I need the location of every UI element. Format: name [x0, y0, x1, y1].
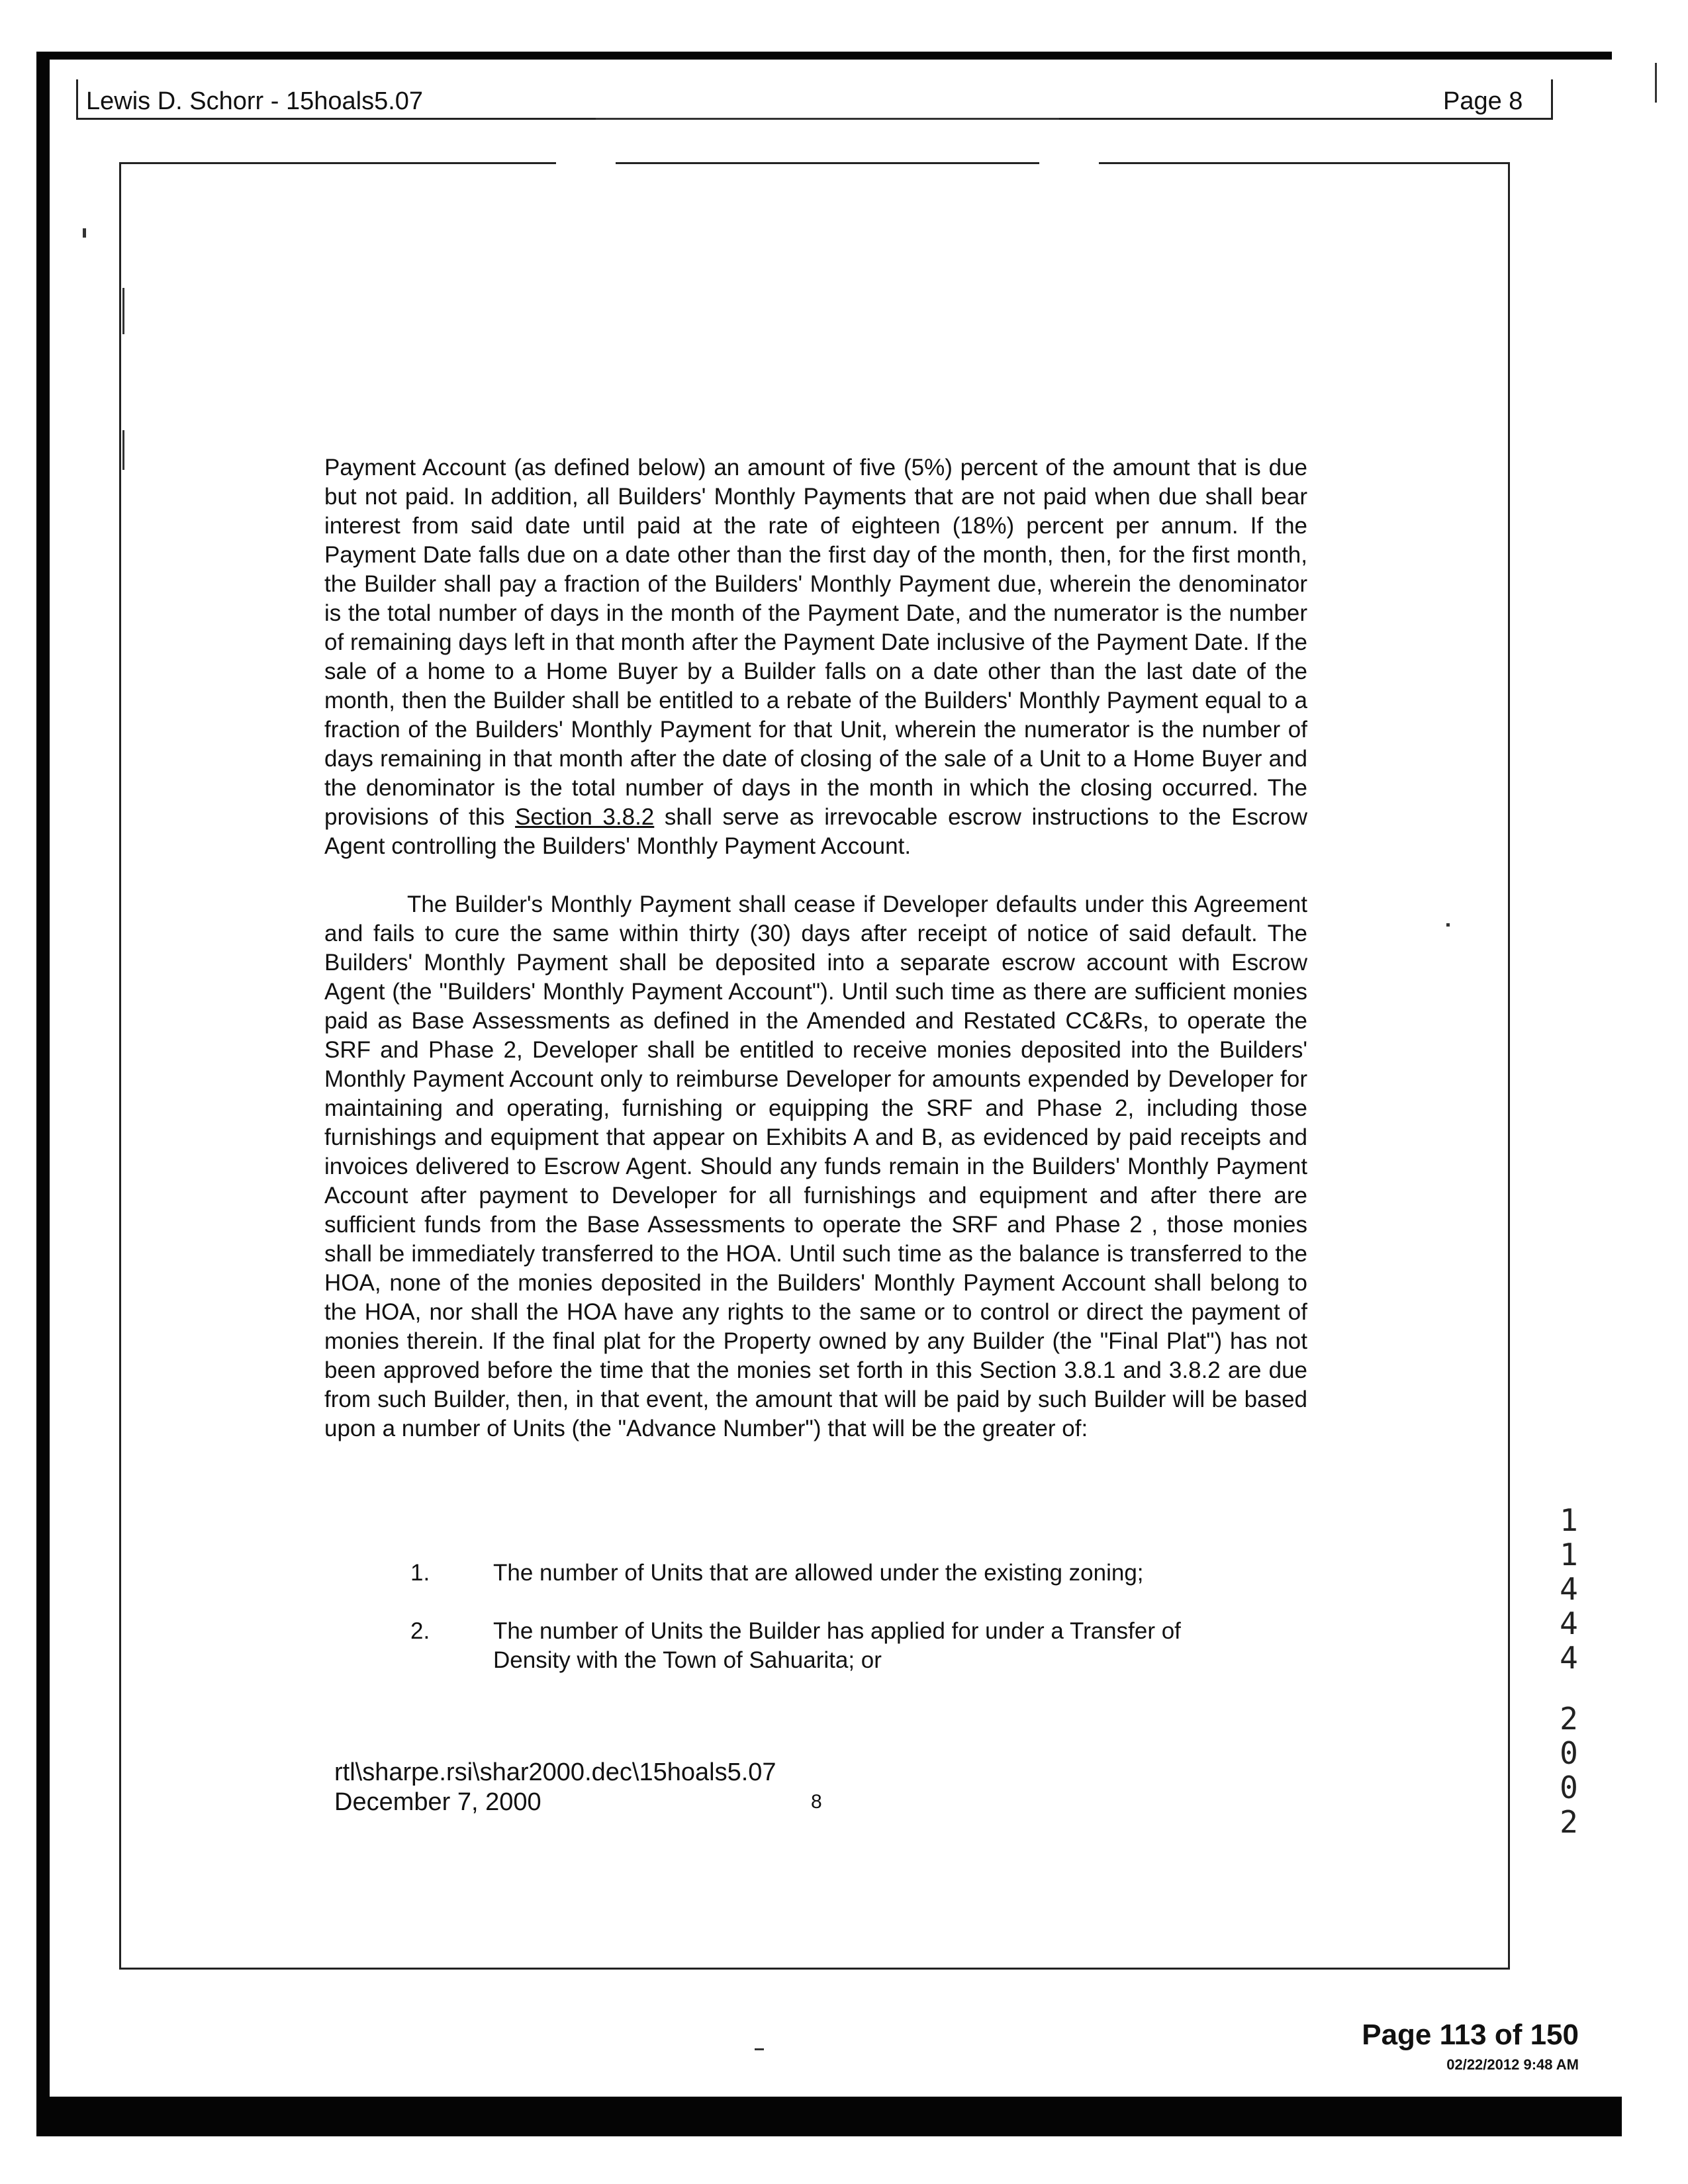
- numbered-list: [410, 1559, 1192, 1704]
- list-item-text: The number of Units the Builder has applied for under a Transfer of Density with the Town of Sahuarita; or: [493, 1618, 1181, 1673]
- recording-stamp-digit: 0: [1560, 1735, 1578, 1771]
- paragraph-1-start: Payment Account (as defined below) an amount of five (5%) percent of the amount that is due but not paid. In addition, all Builders' Monthly Payments that are not paid when due shall bear interest from said date until paid at the rate of eighteen (18%) percent per annum. If the Payment Date falls due on a date other than the first day of the month, then, for the first month, the Builder shall pay a fraction of the Builders' Monthly Payment due, wherein the denominator is the total number of days in the month of the Payment Date, and the numerator is the number of remaining days left in that month after the Payment Date inclusive of the Payment Date. If the sale of a home to a Home Buyer by a Builder falls on a date other than the last date of the month, then the Builder shall be entitled to a rebate of the Builders' Monthly Payment equal to a fraction of the Builders' Monthly Payment for that Unit, wherein the numerator is the number of days remaining in that month after the date of closing of the sale of a Unit to a Home Buyer and the denominator is the total number of days in the month in which the closing occurred. The provisions of this: [324, 455, 1307, 830]
- list-item: [410, 1559, 1192, 1588]
- list-item-number: 1.: [410, 1560, 430, 1586]
- scan-speck: [1655, 63, 1657, 103]
- body-text: [324, 453, 1307, 1473]
- recording-stamp-digit: 2: [1560, 1701, 1578, 1737]
- page-of-total: Page 113 of 150: [1362, 2019, 1579, 2051]
- frame-top-gap: [556, 159, 616, 167]
- scan-speck: [122, 430, 124, 470]
- header-page: Page 8: [1443, 87, 1523, 115]
- scan-speck: [83, 228, 86, 238]
- scan-speck: [755, 2048, 764, 2050]
- recording-stamp-digit: 1: [1560, 1537, 1578, 1572]
- list-item-number: 2.: [410, 1618, 430, 1644]
- list-item: [410, 1617, 1192, 1675]
- recording-stamp-digit: 2: [1560, 1804, 1578, 1840]
- print-timestamp: 02/22/2012 9:48 AM: [1446, 2056, 1579, 2073]
- header-left: Lewis D. Schorr - 15hoals5.07: [86, 87, 424, 115]
- section-reference: Section 3.8.2: [515, 804, 655, 830]
- footer-path: rtl\sharpe.rsi\shar2000.dec\15hoals5.07: [334, 1758, 776, 1786]
- paragraph-1-end: shall serve as irrevocable escrow instructions to the Escrow Agent controlling the Builders' Monthly Payment Account.: [324, 804, 1308, 859]
- recording-stamp-digit: 1: [1560, 1502, 1578, 1538]
- scan-speck: [1446, 923, 1450, 927]
- scan-top-bar: [36, 52, 1612, 60]
- footer-page-number: 8: [811, 1791, 822, 1813]
- recording-stamp-digit: 4: [1560, 1606, 1578, 1641]
- recording-stamp-digit: 0: [1560, 1770, 1578, 1805]
- scan-left-bar: [36, 52, 50, 2136]
- recording-stamp-digit: 4: [1560, 1571, 1578, 1607]
- list-item-text: The number of Units that are allowed under the existing zoning;: [493, 1560, 1144, 1586]
- footer-date: December 7, 2000: [334, 1788, 541, 1816]
- paragraph-2: The Builder's Monthly Payment shall cease if Developer defaults under this Agreement and fails to cure the same within thirty (30) days after receipt of notice of said default. The Builders' Monthly Payment shall be deposited into a separate escrow account with Escrow Agent (the "Builders' Monthly Payment Account"). Until such time as there are sufficient monies paid as Base Assessments as defined in the Amended and Restated CC&Rs, to operate the SRF and Phase 2, Developer shall be entitled to receive monies deposited into the Builders' Monthly Payment Account only to reimburse Developer for amounts expended by Developer for maintaining and operating, furnishing or equipping the SRF and Phase 2, including those furnishings and equipment that appear on Exhibits A and B, as evidenced by paid receipts and invoices delivered to Escrow Agent. Should any funds remain in the Builders' Monthly Payment Account after payment to Developer for all furnishings and equipment and after there are sufficient funds from the Base Assessments to operate the SRF and Phase 2 , those monies shall be immediately transferred to the HOA. Until such time as the balance is transferred to the HOA, none of the monies deposited in the Builders' Monthly Payment Account shall belong to the HOA, nor shall the HOA have any rights to the same or to control or direct the payment of monies therein. If the final plat for the Property owned by any Builder (the "Final Plat") has not been approved before the time that the monies set forth in this Section 3.8.1 and 3.8.2 are due from such Builder, then, in that event, the amount that will be paid by such Builder will be based upon a number of Units (the "Advance Number") that will be the greater of:: [324, 891, 1307, 1441]
- scan-bottom-bar: [36, 2097, 1622, 2136]
- recording-stamp-digit: 4: [1560, 1640, 1578, 1676]
- header-rule: [596, 118, 1059, 120]
- paragraph-1: [324, 453, 1307, 861]
- scan-speck: [122, 288, 124, 334]
- frame-top-gap-2: [1039, 159, 1099, 167]
